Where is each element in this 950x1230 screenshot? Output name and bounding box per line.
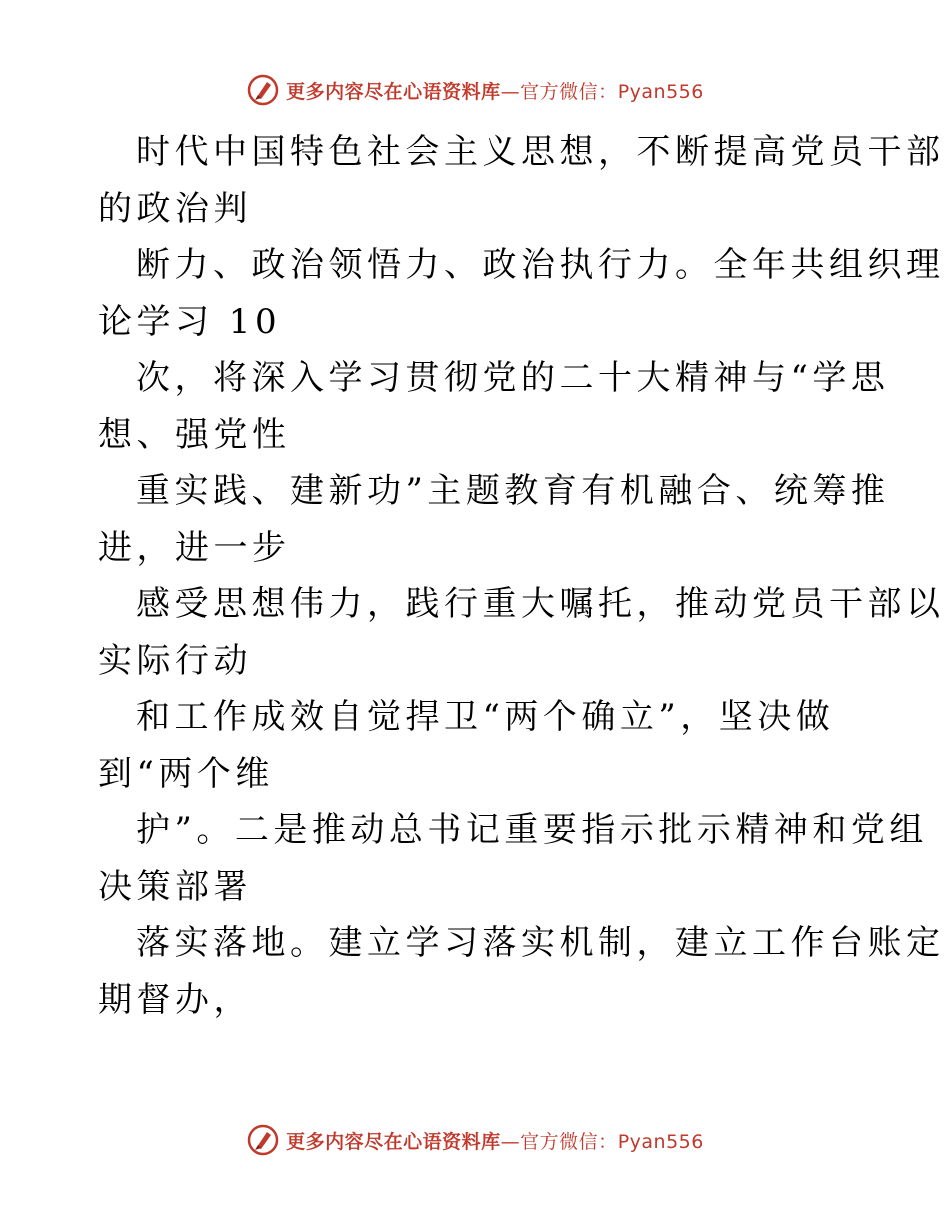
header-banner-lead: 更多内容尽在心语资料库 [286,80,501,103]
footer-banner-text [286,1127,704,1154]
pen-nib-logo-icon [246,1123,280,1157]
body-line: 护”。二是推动总书记重要指示批示精神和党组 [136,810,928,850]
header-banner-text [286,77,704,104]
pen-nib-logo-icon [246,73,280,107]
body-line: 次，将深入学习贯彻党的二十大精神与“学思 [136,358,890,398]
body-line: 论学习 10 [98,301,282,342]
body-line: 感受思想伟力，践行重大嘱托，推动党员干部以 [136,584,945,624]
footer-banner-lead: 更多内容尽在心语资料库 [286,1130,501,1153]
footer-banner-handle: Pyan556 [617,1130,704,1153]
body-line: 进，进一步 [98,527,291,568]
body-line: 到“两个维 [98,753,274,794]
body-line: 决策部署 [98,866,252,907]
body-line: 和工作成效自觉捍卫“两个确立”，坚决做 [136,697,835,737]
footer-banner [0,1120,950,1160]
header-banner-separator: — [500,80,521,103]
body-line: 落实落地。建立学习落实机制，建立工作台账定 [136,923,945,963]
body-line: 期督办， [98,979,252,1020]
footer-banner-separator: — [500,1130,521,1153]
body-line: 时代中国特色社会主义思想，不断提高党员干部 [136,132,945,172]
body-line: 实际行动 [98,640,252,681]
body-line: 想、强党性 [98,414,291,455]
header-banner-label: 官方微信： [520,80,618,103]
header-banner-handle: Pyan556 [617,80,704,103]
body-line: 的政治判 [98,188,252,229]
body-line: 重实践、建新功”主题教育有机融合、统筹推 [136,471,890,511]
document-body [98,124,945,1028]
header-banner [0,70,950,110]
body-line: 断力、政治领悟力、政治执行力。全年共组织理 [136,245,945,285]
footer-banner-label: 官方微信： [520,1130,618,1153]
